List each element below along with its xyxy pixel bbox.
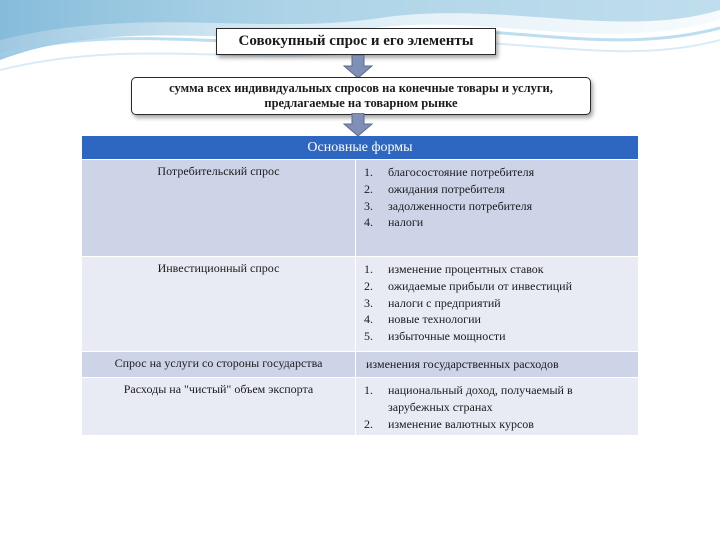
row-label: Расходы на "чистый" объем экспорта: [82, 378, 356, 435]
forms-table: [82, 136, 638, 435]
definition-line-1: сумма всех индивидуальных спросов на конечные товары и услуги,: [169, 81, 553, 95]
list-item: 2. ожидаемые прибыли от инвестиций: [364, 278, 572, 293]
table-row: [82, 377, 638, 435]
table-header: Основные формы: [82, 136, 638, 159]
row-items: [356, 352, 638, 377]
row-label: Инвестиционный спрос: [82, 257, 356, 351]
definition-box: [131, 77, 591, 115]
row-label: Спрос на услуги со стороны государства: [82, 352, 356, 377]
row-plain-text: изменения государственных расходов: [366, 357, 559, 371]
list-item: 1. изменение процентных ставок: [364, 262, 544, 276]
row-items: [356, 257, 638, 351]
list-item: 2. изменение валютных курсов: [364, 416, 534, 431]
table-row: [82, 351, 638, 377]
row-items: [356, 378, 638, 435]
list-item: 5. избыточные мощности: [364, 329, 506, 344]
down-arrow-icon: [343, 55, 373, 79]
table-row: [82, 256, 638, 351]
list-item: 3. задолженности потребителя: [364, 198, 533, 213]
list-item: 4. новые технологии: [364, 312, 481, 327]
row-label: Потребительский спрос: [82, 160, 356, 256]
definition-line-2: предлагаемые на товарном рынке: [264, 96, 458, 110]
diagram-title: Совокупный спрос и его элементы: [216, 28, 496, 55]
row-items: [356, 160, 638, 256]
list-item: 1. национальный доход, получаемый в зарубежных странах: [364, 383, 573, 414]
list-item: 4. налоги: [364, 215, 424, 230]
list-item: 3. налоги с предприятий: [364, 295, 501, 310]
table-row: [82, 159, 638, 256]
list-item: 2. ожидания потребителя: [364, 181, 505, 196]
down-arrow-icon: [343, 113, 373, 137]
list-item: 1. благосостояние потребителя: [364, 165, 535, 179]
